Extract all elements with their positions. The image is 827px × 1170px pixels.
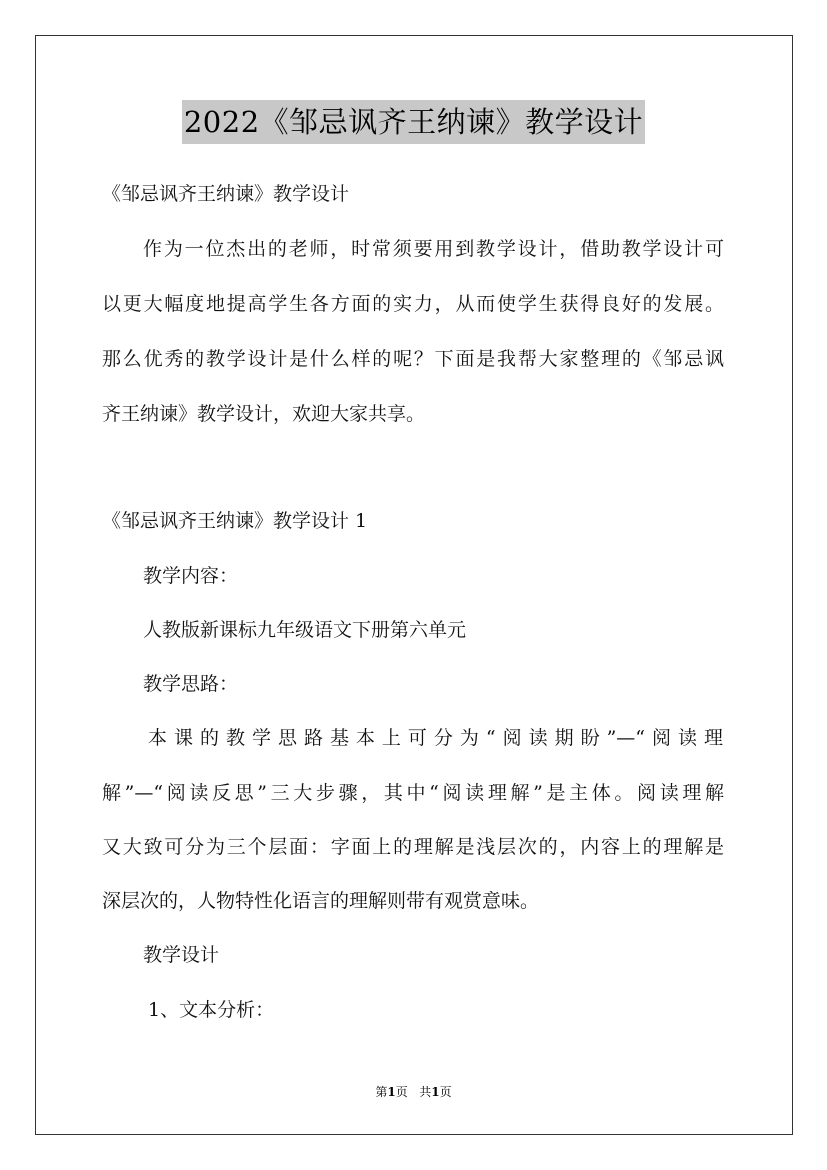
intro-line-2: 以更大幅度地提高学生各方面的实力，从而使学生获得良好的发展。 — [102, 293, 724, 315]
footer-page-total: 1 — [431, 1085, 440, 1099]
content-label: 教学内容： — [143, 565, 239, 587]
approach-line-2: 解”—“阅读反思”三大步骤，其中“阅读理解”是主体。阅读理解 — [102, 782, 724, 804]
design-label: 教学设计 — [143, 944, 220, 966]
intro-line-3: 那么优秀的教学设计是什么样的呢？下面是我帮大家整理的《邹忌讽 — [102, 348, 724, 370]
approach-line-1: 本课的教学思路基本上可分为“阅读期盼”—“阅读理 — [148, 727, 723, 749]
footer-page-prefix: 第 — [375, 1085, 388, 1099]
document-title: 2022《邹忌讽齐王纳谏》教学设计 — [182, 100, 645, 144]
footer-page-suffix: 页 — [439, 1085, 452, 1099]
section-heading: 《邹忌讽齐王纳谏》教学设计 1 — [102, 510, 368, 532]
intro-line-4: 齐王纳谏》教学设计，欢迎大家共享。 — [102, 403, 426, 425]
document-subtitle: 《邹忌讽齐王纳谏》教学设计 — [102, 183, 350, 205]
footer-page-mid: 页 共 — [395, 1085, 432, 1099]
intro-line-1: 作为一位杰出的老师，时常须要用到教学设计，借助教学设计可 — [143, 238, 724, 260]
approach-label: 教学思路： — [143, 673, 239, 695]
approach-line-3: 又大致可分为三个层面：字面上的理解是浅层次的，内容上的理解是 — [102, 836, 724, 858]
page-footer — [0, 1084, 827, 1100]
content-text: 人教版新课标九年级语文下册第六单元 — [143, 619, 467, 641]
approach-line-4: 深层次的，人物特性化语言的理解则带有观赏意味。 — [102, 890, 540, 912]
step-1-heading: 1、文本分析： — [148, 999, 275, 1021]
title-container — [0, 100, 827, 144]
footer-page-number: 1 — [387, 1085, 396, 1099]
